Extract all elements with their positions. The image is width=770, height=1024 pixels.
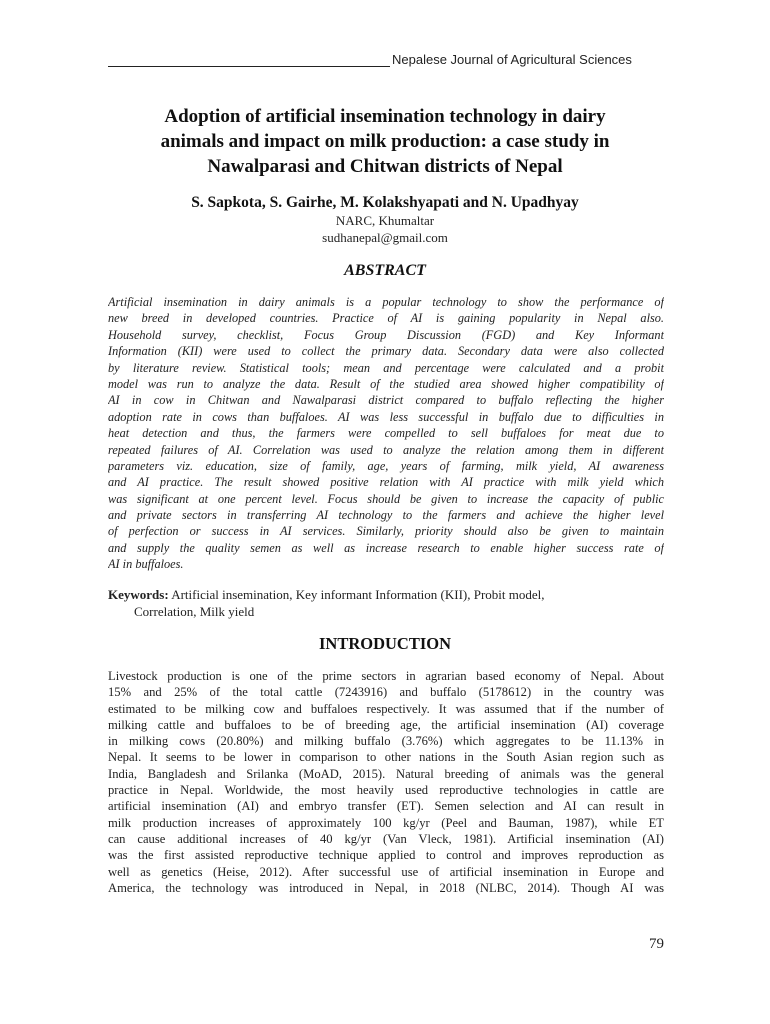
- intro-line: artificial insemination (AI) and embryo transfer (ET). Semen selection and AI can result in: [108, 799, 664, 814]
- article-title: [100, 104, 670, 179]
- intro-line: milking cattle and buffaloes to be of breeding age, the artificial insemination (AI) coverage: [108, 717, 664, 732]
- abstract-line: parameters viz. education, size of family, age, years of farming, milk yield, AI awareness: [108, 458, 664, 473]
- title-line: animals and impact on milk production: a case study in: [160, 131, 610, 152]
- abstract-line: and private sectors in transferring AI technology to the farmers and achieve the higher level: [108, 508, 664, 523]
- abstract-text: [108, 294, 664, 573]
- author-email: sudhanepal@gmail.com: [322, 230, 448, 245]
- keywords-list-continued: Correlation, Milk yield: [134, 604, 255, 619]
- abstract-line: of perfection or success in AI services. Similarly, priority should also be given to maintain: [108, 524, 664, 539]
- journal-name: Nepalese Journal of Agricultural Sciences: [392, 52, 632, 67]
- abstract-line: by literature review. Statistical tools; mean and percentage were calculated and a probit: [108, 360, 664, 375]
- abstract-line: Information (KII) were used to collect the primary data. Secondary data were also collected: [108, 344, 664, 359]
- running-header: [108, 52, 664, 70]
- introduction-text: [108, 668, 664, 896]
- author-list: S. Sapkota, S. Gairhe, M. Kolakshyapati and N. Upadhyay: [191, 194, 579, 211]
- abstract-line: Household survey, checklist, Focus Group Discussion (FGD) and Key Informant: [108, 327, 664, 342]
- affiliation: NARC, Khumaltar: [335, 213, 435, 228]
- intro-line: India, Bangladesh and Srilanka (MoAD, 2015). Natural breeding of animals was the general: [108, 766, 664, 781]
- intro-line: practice in Nepal. Worldwide, the most heavily used reproductive technologies in cattle are: [108, 783, 664, 798]
- abstract-line: adoption rate in cows than buffaloes. AI was less successful in buffalo due to difficulties in: [108, 409, 664, 424]
- abstract-line: and supply the quality semen as well as increase research to enable higher success rate of: [108, 540, 664, 555]
- intro-line: in milking cows (20.80%) and milking buffalo (3.76%) which aggregates to be 11.13% in: [108, 734, 664, 749]
- abstract-line: repeated failures of AI. Correlation was used to analyze the relation among them in different: [108, 442, 664, 457]
- header-rule: [108, 66, 390, 67]
- intro-line: well as genetics (Heise, 2012). After successful use of artificial insemination in Europe and: [108, 864, 664, 879]
- title-line: Adoption of artificial insemination technology in dairy: [164, 106, 606, 127]
- keywords-label: Keywords:: [108, 587, 169, 602]
- intro-line: 15% and 25% of the total cattle (7243916) and buffalo (5178612) in the country was: [108, 685, 664, 700]
- intro-line: can cause additional increases of 40 kg/yr (Van Vleck, 1981). Artificial insemination (AI): [108, 831, 664, 846]
- abstract-line: model was run to analyze the data. Result of the studied area showed higher compatibility of: [108, 376, 664, 391]
- intro-line: estimated to be milking cow and buffaloes respectively. It was assumed that if the number of: [108, 701, 664, 716]
- abstract-heading: ABSTRACT: [344, 262, 426, 279]
- page-number: 79: [649, 936, 664, 952]
- abstract-line: Artificial insemination in dairy animals is a popular technology to show the performance of: [108, 295, 664, 309]
- abstract-line: AI in cow in Chitwan and Nawalparasi district compared to buffalo reflecting the higher: [108, 393, 664, 408]
- intro-line: milk production increases of approximately 100 kg/yr (Peel and Bauman, 1987), while ET: [108, 815, 664, 830]
- intro-line: Nepal. It seems to be lower in comparison to other nations in the South Asian region such as: [108, 750, 664, 765]
- abstract-line: new breed in developed countries. Practice of AI is gaining popularity in Nepal also.: [108, 311, 664, 326]
- abstract-line: heat detection and thus, the farmers were compelled to sell buffaloes for meat due to: [108, 426, 664, 441]
- intro-line: America, the technology was introduced in Nepal, in 2018 (NLBC, 2014). Though AI was: [108, 880, 664, 895]
- abstract-line: and AI practice. The result showed positive relation with AI practice with milk yield which: [108, 475, 664, 490]
- introduction-heading: INTRODUCTION: [318, 634, 452, 653]
- abstract-line: AI in buffaloes.: [108, 557, 184, 572]
- intro-line: Livestock production is one of the prime sectors in agrarian based economy of Nepal. About: [108, 669, 664, 683]
- title-line: Nawalparasi and Chitwan districts of Nepal: [207, 156, 563, 177]
- abstract-line: was significant at one percent level. Focus should be given to increase the capacity of public: [108, 491, 664, 506]
- keywords: [108, 586, 664, 620]
- keywords-list: Artificial insemination, Key informant Information (KII), Probit model,: [171, 587, 545, 602]
- intro-line: was the first assisted reproductive technique applied to control and improves reproduction as: [108, 848, 664, 863]
